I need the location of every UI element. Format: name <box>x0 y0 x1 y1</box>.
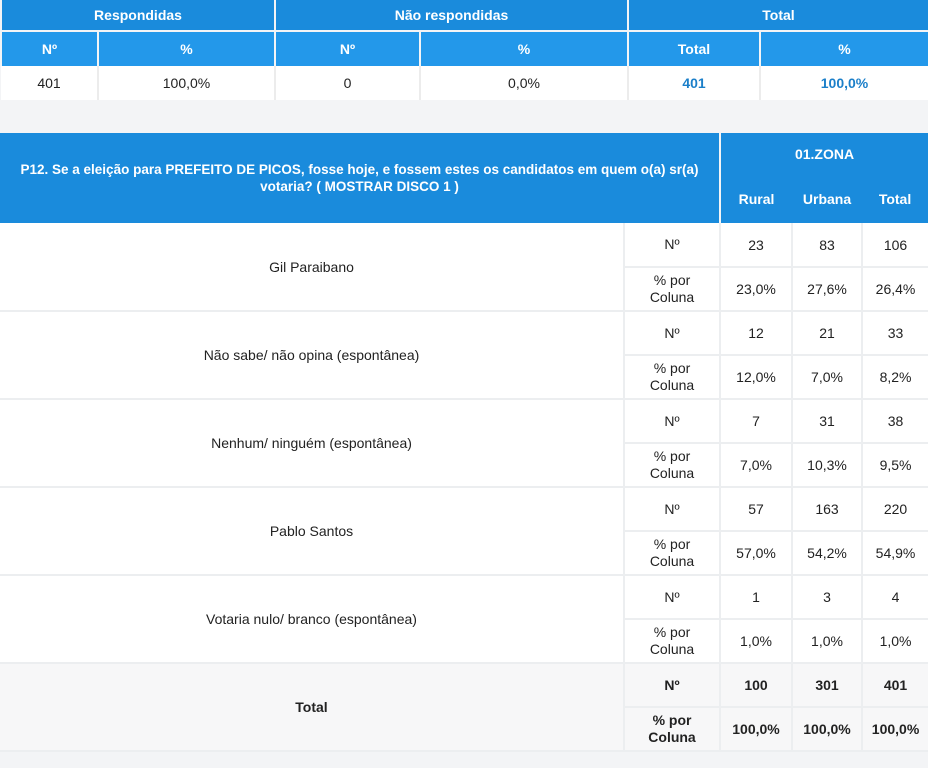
cell-pct-urbana: 1,0% <box>792 619 862 663</box>
cell-n-rural: 23 <box>720 223 792 267</box>
stat-label-pct <box>624 267 720 311</box>
cell-n-rural: 1 <box>720 575 792 619</box>
cell-pct-urbana: 27,6% <box>792 267 862 311</box>
cell-n-urbana: 83 <box>792 223 862 267</box>
stat-label-n: Nº <box>624 223 720 267</box>
stat-label-pct-line2: Coluna <box>648 729 696 745</box>
stat-label-pct <box>624 443 720 487</box>
group-header-total: Total <box>628 0 928 31</box>
stat-label-pct-line2: Coluna <box>649 377 695 393</box>
total-pct-rural: 100,0% <box>720 707 792 751</box>
summary-cell-total: 401 <box>628 66 760 100</box>
cell-n-total: 4 <box>862 575 928 619</box>
stat-label-n: Nº <box>624 663 720 707</box>
stat-label-n: Nº <box>624 575 720 619</box>
summary-cell: 0,0% <box>420 66 628 100</box>
cell-n-rural: 12 <box>720 311 792 355</box>
group-header-respondidas: Respondidas <box>1 0 275 31</box>
stat-label-n: Nº <box>624 487 720 531</box>
cell-pct-rural: 57,0% <box>720 531 792 575</box>
stat-label-n: Nº <box>624 311 720 355</box>
subheader-n: Nº <box>1 31 98 66</box>
total-pct-urbana: 100,0% <box>792 707 862 751</box>
stat-label-pct <box>624 619 720 663</box>
column-header-urbana: Urbana <box>792 175 862 223</box>
cell-n-urbana: 3 <box>792 575 862 619</box>
subheader-pct: % <box>420 31 628 66</box>
cell-n-urbana: 163 <box>792 487 862 531</box>
cell-n-urbana: 21 <box>792 311 862 355</box>
question-text: P12. Se a eleição para PREFEITO DE PICOS, fosse hoje, e fossem estes os candidatos em quem o(a) sr(a) votaria? ( MOSTRAR DISCO 1 ) <box>0 133 720 223</box>
group-label-zona: 01.ZONA <box>720 133 928 175</box>
column-header-total: Total <box>862 175 928 223</box>
subheader-pct: % <box>760 31 928 66</box>
subheader-total: Total <box>628 31 760 66</box>
stat-label-pct <box>624 355 720 399</box>
stat-label-pct-line1: % por <box>653 624 691 640</box>
crosstab-table <box>0 133 928 752</box>
cell-pct-total: 54,9% <box>862 531 928 575</box>
stat-label-pct-line1: % por <box>653 448 691 464</box>
total-n-total: 401 <box>862 663 928 707</box>
group-header-nao-respondidas: Não respondidas <box>275 0 628 31</box>
subheader-pct: % <box>98 31 275 66</box>
cell-n-total: 106 <box>862 223 928 267</box>
row-label: Gil Paraibano <box>0 223 624 311</box>
column-header-rural: Rural <box>720 175 792 223</box>
summary-table <box>0 0 928 100</box>
row-label: Votaria nulo/ branco (espontânea) <box>0 575 624 663</box>
summary-cell: 401 <box>1 66 98 100</box>
cell-n-total: 38 <box>862 399 928 443</box>
row-label: Pablo Santos <box>0 487 624 575</box>
row-label: Não sabe/ não opina (espontânea) <box>0 311 624 399</box>
stat-label-pct-line2: Coluna <box>649 553 695 569</box>
cell-pct-total: 26,4% <box>862 267 928 311</box>
cell-n-rural: 57 <box>720 487 792 531</box>
stat-label-n: Nº <box>624 399 720 443</box>
stat-label-pct-line1: % por <box>653 536 691 552</box>
stat-label-pct-line2: Coluna <box>649 289 695 305</box>
cell-pct-total: 1,0% <box>862 619 928 663</box>
summary-cell: 100,0% <box>98 66 275 100</box>
cell-n-rural: 7 <box>720 399 792 443</box>
subheader-n: Nº <box>275 31 420 66</box>
row-label: Nenhum/ ninguém (espontânea) <box>0 399 624 487</box>
cell-pct-rural: 12,0% <box>720 355 792 399</box>
row-label-total: Total <box>0 663 624 751</box>
summary-cell: 0 <box>275 66 420 100</box>
total-n-urbana: 301 <box>792 663 862 707</box>
cell-pct-urbana: 7,0% <box>792 355 862 399</box>
cell-pct-rural: 23,0% <box>720 267 792 311</box>
total-pct-total: 100,0% <box>862 707 928 751</box>
stat-label-pct-line1: % por <box>653 272 691 288</box>
cell-pct-rural: 1,0% <box>720 619 792 663</box>
cell-pct-urbana: 10,3% <box>792 443 862 487</box>
cell-pct-urbana: 54,2% <box>792 531 862 575</box>
stat-label-pct-line1: % por <box>653 360 691 376</box>
cell-pct-total: 8,2% <box>862 355 928 399</box>
summary-cell-total-pct: 100,0% <box>760 66 928 100</box>
cell-n-urbana: 31 <box>792 399 862 443</box>
stat-label-pct <box>624 531 720 575</box>
cell-pct-rural: 7,0% <box>720 443 792 487</box>
stat-label-pct-line2: Coluna <box>649 465 695 481</box>
cell-n-total: 33 <box>862 311 928 355</box>
cell-n-total: 220 <box>862 487 928 531</box>
cell-pct-total: 9,5% <box>862 443 928 487</box>
stat-label-pct <box>624 707 720 751</box>
stat-label-pct-line2: Coluna <box>649 641 695 657</box>
total-n-rural: 100 <box>720 663 792 707</box>
stat-label-pct-line1: % por <box>652 712 692 728</box>
